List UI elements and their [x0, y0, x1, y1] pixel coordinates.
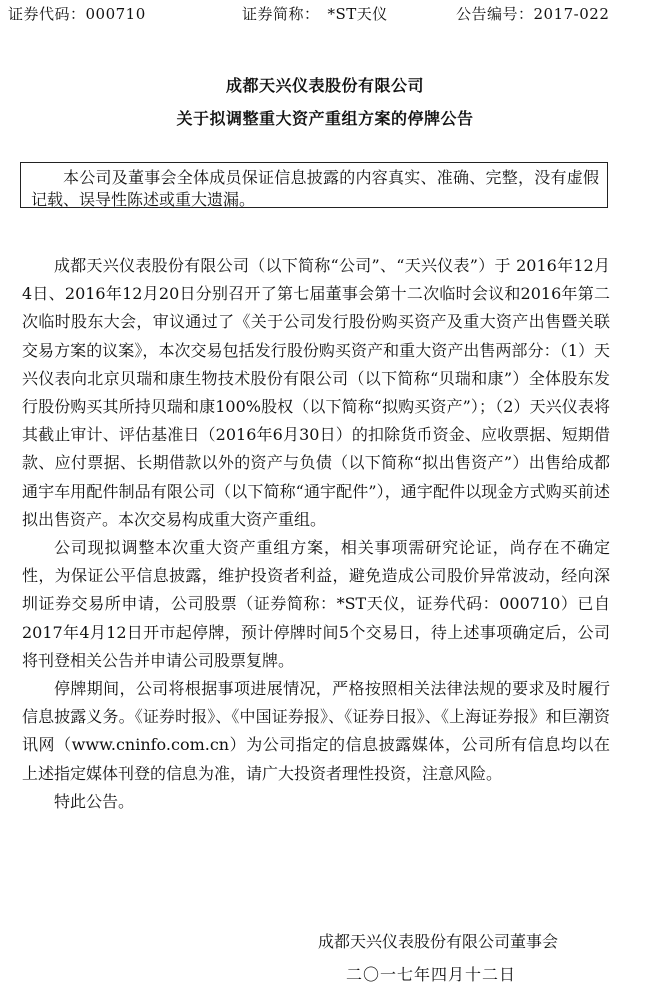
announcement-date: 二〇一七年四月十二日	[346, 965, 517, 984]
company-title: 成都天兴仪表股份有限公司	[225, 76, 424, 95]
announcement-body	[22, 252, 610, 816]
announcement-title: 关于拟调整重大资产重组方案的停牌公告	[176, 109, 474, 128]
paragraph-background: 成都天兴仪表股份有限公司（以下简称“公司”、“天兴仪表”）于 2016年12月4日、2016年12月20日分别召开了第七届董事会第十二次临时会议和2016年第二次临时股东大会，审议通过了《关于公司发行股份购买资产及重大资产出售暨关联交易方案的议案》，本次交易包括发行股份购买资产和重大资产出售两部分：（1）天兴仪表向北京贝瑞和康生物技术股份有限公司（以下简称“贝瑞和康”）全体股东发行股份购买其所持贝瑞和康100%股权（以下简称“拟购买资产”）；（2）天兴仪表将其截止审计、评估基准日（2016年6月30日）的扣除货币资金、应收票据、短期借款、应付票据、长期借款以外的资产与负债（以下简称“拟出售资产”）出售给成都通宇车用配件制品有限公司（以下简称“通宇配件”），通宇配件以现金方式购买前述拟出售资产。本次交易构成重大资产重组。	[22, 256, 610, 529]
paragraph-closing: 特此公告。	[54, 791, 135, 811]
stock-code: 证券代码：000710	[8, 5, 146, 23]
paragraph-suspension: 公司现拟调整本次重大资产重组方案，相关事项需研究论证，尚存在不确定性，为保证公平信息披露，维护投资者利益，避免造成公司股价异常波动，经向深圳证券交易所申请，公司股票（证券简称：*ST天仪，证券代码：000710）已自2017年4月12日开市起停牌，预计停牌时间5个交易日，待上述事项确定后，公司将刊登相关公告并申请公司股票复牌。	[22, 538, 610, 670]
paragraph-disclosure: 停牌期间，公司将根据事项进展情况，严格按照相关法律法规的要求及时履行信息披露义务。《证券时报》、《中国证券报》、《证券日报》、《上海证券报》和巨潮资讯网（www.cninfo.com.cn）为公司指定的信息披露媒体，公司所有信息均以在上述指定媒体刊登的信息为准，请广大投资者理性投资，注意风险。	[22, 679, 610, 783]
notice-number: 公告编号：2017-022	[456, 5, 610, 23]
stock-abbreviation: 证券简称： *ST天仪	[242, 5, 388, 23]
disclaimer-box: 本公司及董事会全体成员保证信息披露的内容真实、准确、完整，没有虚假记载、误导性陈述或重大遗漏。	[20, 162, 608, 208]
board-signature: 成都天兴仪表股份有限公司董事会	[318, 932, 559, 951]
